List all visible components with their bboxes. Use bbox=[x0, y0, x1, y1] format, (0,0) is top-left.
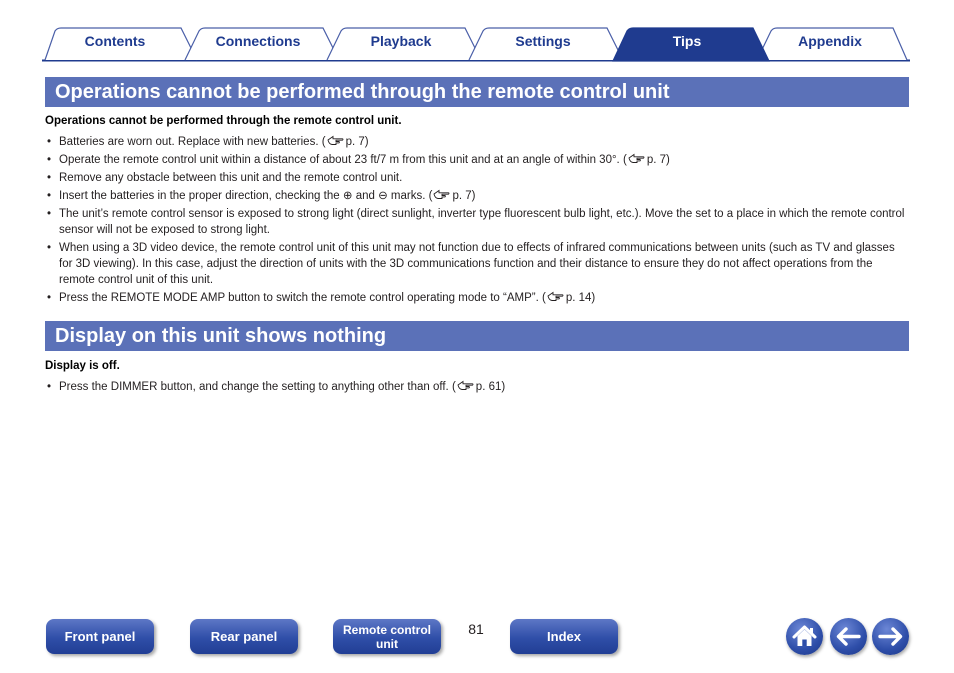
list-item bbox=[45, 379, 911, 395]
minus-symbol: ⊖ bbox=[378, 190, 388, 202]
page-reference[interactable]: ( p. 61) bbox=[451, 381, 506, 393]
list-item-text: When using a 3D video device, the remote control unit of this unit may not function due to effects of infrared communications between units (such as TV and glasses for 3D viewing). In this case, adjust the direction of units with the 3D communications function and their distance to ensure they do not affect operations from the remote control unit of this unit. bbox=[59, 242, 895, 286]
list-item bbox=[45, 152, 911, 168]
list-item-text: Remove any obstacle between this unit and the remote control unit. bbox=[59, 172, 403, 184]
list-item bbox=[45, 206, 911, 238]
list-item bbox=[45, 170, 911, 186]
page-number: 81 bbox=[468, 621, 484, 637]
remote-control-label-line1: Remote control bbox=[342, 622, 431, 637]
list-item-text: and bbox=[355, 190, 375, 202]
page-reference[interactable]: ( p. 14) bbox=[542, 292, 596, 304]
index-label: Index bbox=[547, 628, 581, 644]
index-button[interactable] bbox=[510, 619, 618, 654]
front-panel-label: Front panel bbox=[64, 628, 136, 644]
tab-tips[interactable]: Tips bbox=[672, 33, 702, 49]
remote-control-list bbox=[45, 134, 911, 308]
section-title-display: Display on this unit shows nothing bbox=[45, 321, 909, 351]
page-reference[interactable]: ( p. 7) bbox=[321, 136, 369, 148]
pointing-hand-icon bbox=[433, 189, 450, 200]
page-reference-text: p. 7 bbox=[345, 136, 365, 148]
page-reference-text: p. 61 bbox=[475, 381, 502, 393]
tab-bar-shapes bbox=[0, 0, 954, 64]
list-item bbox=[45, 188, 911, 204]
arrow-left-icon bbox=[830, 618, 867, 655]
forward-button[interactable] bbox=[872, 618, 909, 655]
tab-contents[interactable]: Contents bbox=[84, 33, 146, 49]
tab-playback[interactable]: Playback bbox=[370, 33, 432, 49]
front-panel-button[interactable] bbox=[46, 619, 154, 654]
arrow-right-icon bbox=[872, 618, 909, 655]
pointing-hand-icon bbox=[628, 153, 645, 164]
section-title-remote-control: Operations cannot be performed through the remote control unit bbox=[45, 77, 909, 107]
list-item bbox=[45, 290, 911, 306]
page-reference-text: p. 7 bbox=[452, 190, 472, 202]
pointing-hand-icon bbox=[457, 380, 474, 391]
tab-appendix[interactable]: Appendix bbox=[798, 33, 862, 49]
tab-connections[interactable]: Connections bbox=[215, 33, 301, 49]
list-item-text: marks. bbox=[390, 190, 426, 202]
home-icon bbox=[786, 618, 823, 655]
pointing-hand-icon bbox=[547, 291, 564, 302]
list-item-text: Press the REMOTE MODE AMP button to switch the remote control operating mode to “AMP”. bbox=[59, 292, 539, 304]
list-item-text: The unit’s remote control sensor is exposed to strong light (direct sunlight, inverter type fluorescent bulb light, etc.). Move the set to a place in which the remote control sensor will not be exposed to strong light. bbox=[59, 208, 905, 236]
remote-control-unit-button[interactable] bbox=[333, 619, 441, 654]
rear-panel-label: Rear panel bbox=[210, 628, 278, 644]
remote-control-label-line2: unit bbox=[376, 636, 398, 651]
subheading-remote-control: Operations cannot be performed through the remote control unit. bbox=[45, 115, 402, 127]
page-reference-text: p. 7 bbox=[646, 154, 666, 166]
home-button[interactable] bbox=[786, 618, 823, 655]
display-list bbox=[45, 379, 911, 397]
list-item bbox=[45, 240, 911, 288]
list-item-text: Insert the batteries in the proper direction, checking the bbox=[59, 190, 340, 202]
tab-bar bbox=[0, 0, 954, 64]
list-item bbox=[45, 134, 911, 150]
subheading-display: Display is off. bbox=[45, 360, 120, 372]
list-item-text: Press the DIMMER button, and change the setting to anything other than off. bbox=[59, 381, 449, 393]
page-reference[interactable]: ( p. 7) bbox=[622, 154, 670, 166]
page-reference-text: p. 14 bbox=[565, 292, 592, 304]
pointing-hand-icon bbox=[327, 135, 344, 146]
plus-symbol: ⊕ bbox=[342, 190, 353, 202]
rear-panel-button[interactable] bbox=[190, 619, 298, 654]
list-item-text: Batteries are worn out. Replace with new batteries. bbox=[59, 136, 319, 148]
list-item-text: Operate the remote control unit within a distance of about 23 ft/7 m from this unit and at an angle of within 30°. bbox=[59, 154, 620, 166]
back-button[interactable] bbox=[830, 618, 867, 655]
page-reference[interactable]: ( p. 7) bbox=[428, 190, 476, 202]
tab-settings[interactable]: Settings bbox=[515, 33, 571, 49]
